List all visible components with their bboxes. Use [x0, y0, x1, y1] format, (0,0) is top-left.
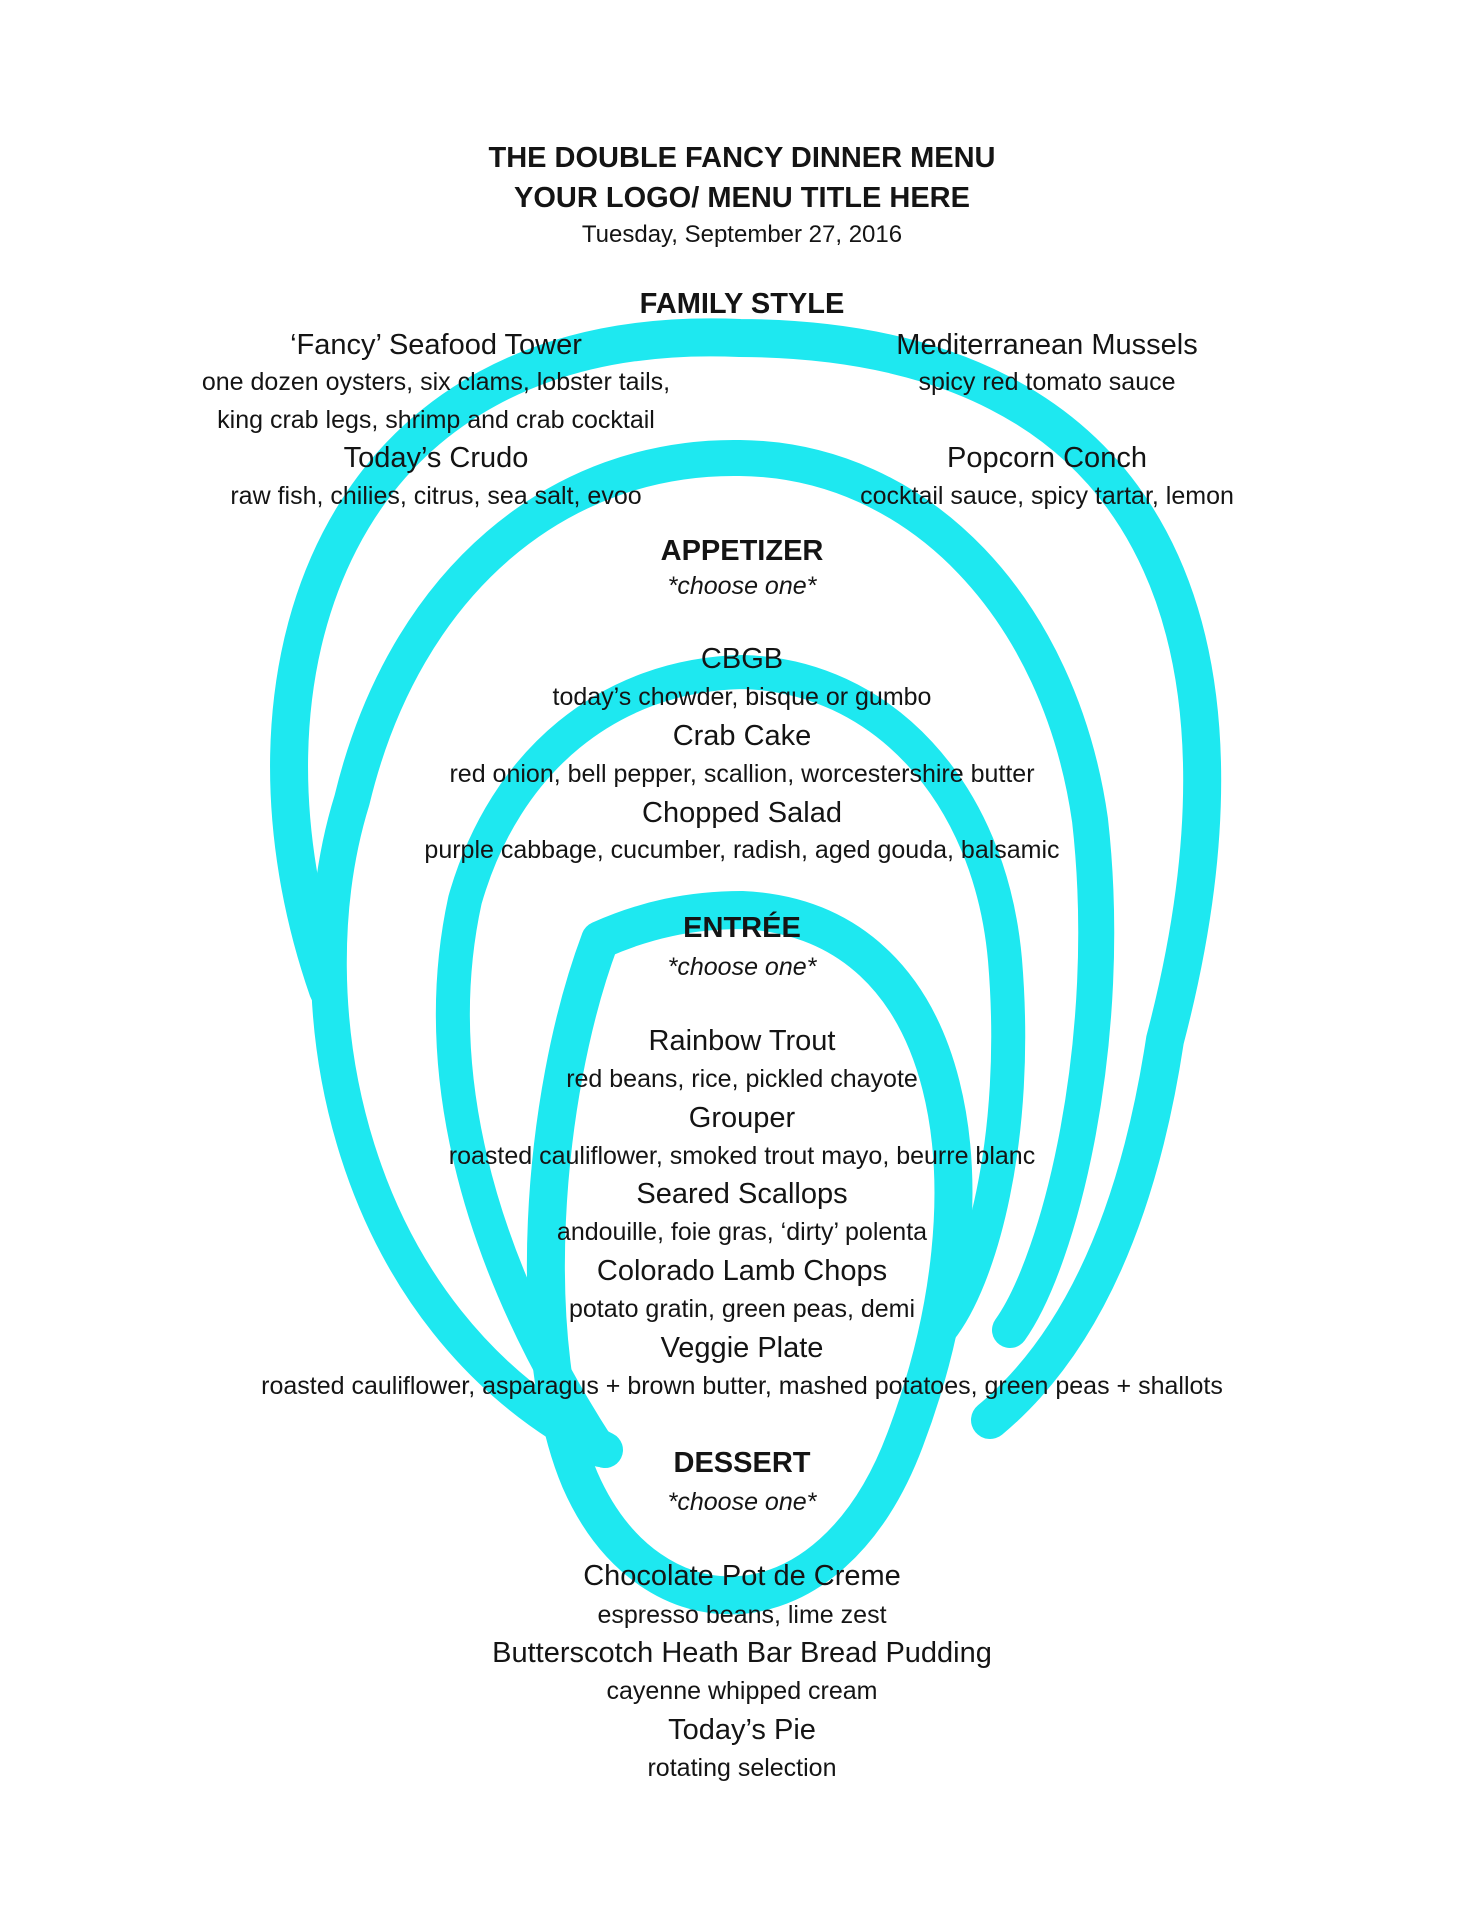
family-right-item-2-name: Popcorn Conch: [947, 442, 1147, 474]
menu-subtitle: YOUR LOGO/ MENU TITLE HERE: [514, 182, 970, 214]
dessert-note: *choose one*: [667, 1488, 817, 1516]
menu-date: Tuesday, September 27, 2016: [581, 221, 903, 248]
appetizer-item-1-desc: today’s chowder, bisque or gumbo: [552, 683, 932, 711]
entree-item-3-name: Seared Scallops: [636, 1178, 848, 1210]
appetizer-item-2-desc: red onion, bell pepper, scallion, worcestershire butter: [449, 760, 1035, 788]
appetizer-item-3-name: Chopped Salad: [642, 797, 842, 829]
appetizer-item-2-name: Crab Cake: [672, 720, 812, 752]
family-right-item-1-name: Mediterranean Mussels: [896, 329, 1198, 361]
family-left-item-1-desc: one dozen oysters, six clams, lobster tails,: [201, 368, 671, 396]
family-right-item-2-desc: cocktail sauce, spicy tartar, lemon: [860, 482, 1234, 510]
entree-item-1-name: Rainbow Trout: [648, 1025, 836, 1057]
menu-title: THE DOUBLE FANCY DINNER MENU: [488, 142, 996, 174]
entree-item-3-desc: andouille, foie gras, ‘dirty’ polenta: [556, 1218, 928, 1246]
family-left-item-2-name: Today’s Crudo: [343, 442, 529, 474]
appetizer-note: *choose one*: [667, 572, 817, 600]
entree-item-1-desc: red beans, rice, pickled chayote: [566, 1065, 918, 1093]
dessert-heading: DESSERT: [673, 1447, 811, 1479]
entree-item-2-desc: roasted cauliflower, smoked trout mayo, beurre blanc: [448, 1142, 1036, 1170]
entree-note: *choose one*: [667, 953, 817, 981]
dessert-item-3-name: Today’s Pie: [668, 1714, 816, 1746]
family-left-item-1-desc-2: king crab legs, shrimp and crab cocktail: [217, 406, 655, 434]
family-left-item-2-desc: raw fish, chilies, citrus, sea salt, evoo: [230, 482, 642, 510]
entree-item-2-name: Grouper: [688, 1102, 796, 1134]
entree-item-5-desc: roasted cauliflower, asparagus + brown butter, mashed potatoes, green peas + shallots: [261, 1372, 1223, 1400]
entree-heading: ENTRÉE: [683, 912, 801, 944]
entree-item-4-desc: potato gratin, green peas, demi: [568, 1295, 916, 1323]
dessert-item-1-name: Chocolate Pot de Creme: [583, 1560, 901, 1592]
entree-item-4-name: Colorado Lamb Chops: [596, 1255, 888, 1287]
appetizer-item-1-name: CBGB: [700, 643, 784, 675]
appetizer-item-3-desc: purple cabbage, cucumber, radish, aged gouda, balsamic: [424, 836, 1060, 864]
appetizer-heading: APPETIZER: [660, 535, 824, 567]
entree-item-5-name: Veggie Plate: [660, 1332, 824, 1364]
dessert-item-1-desc: espresso beans, lime zest: [597, 1601, 887, 1629]
dessert-item-3-desc: rotating selection: [647, 1754, 837, 1782]
family-style-heading: FAMILY STYLE: [639, 288, 845, 320]
family-left-item-1-name: ‘Fancy’ Seafood Tower: [290, 329, 582, 361]
dessert-item-2-name: Butterscotch Heath Bar Bread Pudding: [492, 1637, 992, 1669]
dessert-item-2-desc: cayenne whipped cream: [606, 1677, 878, 1705]
family-right-item-1-desc: spicy red tomato sauce: [918, 368, 1176, 396]
